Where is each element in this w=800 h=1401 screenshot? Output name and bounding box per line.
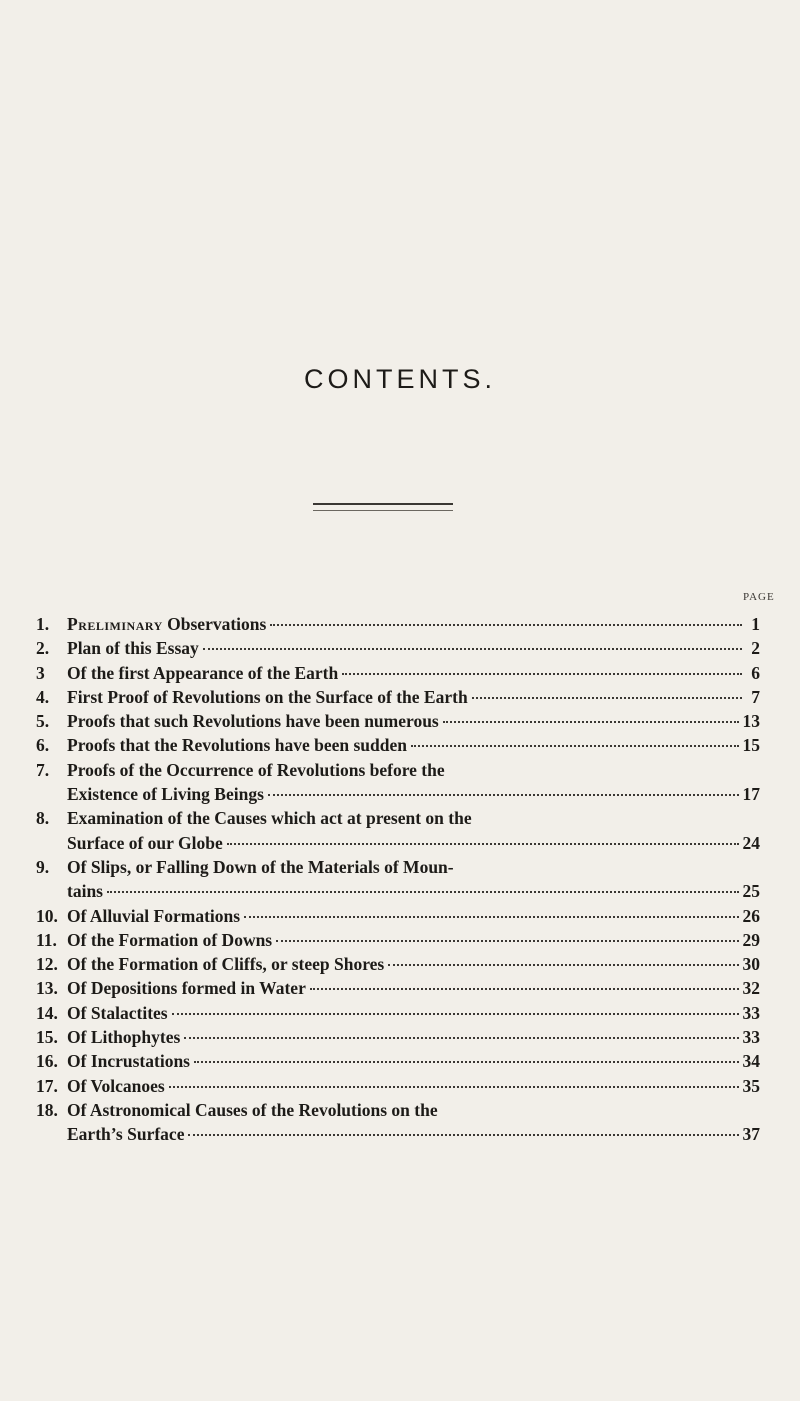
dot-leader (227, 843, 739, 845)
toc-entry-title (67, 612, 266, 636)
toc-entry-page: 29 (742, 929, 760, 950)
toc-entry-line (36, 636, 760, 660)
toc-entry-page: 2 (751, 638, 760, 659)
dot-leader (388, 964, 738, 966)
toc-entry-page: 25 (742, 881, 760, 902)
toc-entry-number: 13. (36, 978, 58, 999)
toc-entry-title: Earth’s Surface (67, 1124, 185, 1145)
toc-entry (36, 976, 760, 1000)
toc-entry-title-start: Examination of the Causes which act at present on the (67, 808, 472, 829)
toc-entry-title: First Proof of Revolutions on the Surface of the Earth (67, 686, 468, 707)
toc-entry (36, 928, 760, 952)
toc-entry-title: Of Incrustations (67, 1051, 190, 1072)
toc-entry (36, 1049, 760, 1073)
dot-leader (270, 624, 742, 626)
toc-entry (36, 661, 760, 685)
toc-entry-line (36, 709, 760, 733)
dot-leader (268, 794, 739, 796)
dot-leader (443, 721, 739, 723)
toc-entry (36, 709, 760, 733)
dot-leader (107, 891, 739, 893)
toc-entry-title: Proofs that the Revolutions have been sudden (67, 735, 407, 756)
toc-entry-line (36, 1025, 760, 1049)
toc-entry-number: 2. (36, 638, 50, 659)
toc-entry-page: 7 (751, 686, 760, 707)
toc-entry-page: 35 (742, 1075, 760, 1096)
toc-entry-number: 14. (36, 1002, 58, 1023)
toc-entry-continuation (36, 1122, 760, 1146)
toc-entry-number: 15. (36, 1027, 58, 1048)
toc-entry-line (36, 1074, 760, 1098)
toc-entry-number: 6. (36, 735, 50, 756)
toc-entry-page: 17 (742, 784, 760, 805)
toc-entry-title-prefix: Preliminary (67, 614, 163, 634)
toc-entry (36, 685, 760, 709)
toc-entry-title: Proofs that such Revolutions have been numerous (67, 711, 439, 732)
toc-entry-page: 32 (742, 978, 760, 999)
dot-leader (188, 1134, 738, 1136)
title-rule (313, 503, 453, 511)
toc-entry-first-line (36, 1098, 760, 1122)
dot-leader (184, 1037, 738, 1039)
toc-entry-title: Existence of Living Beings (67, 784, 264, 805)
toc-entry (36, 855, 760, 904)
toc-entry-page: 30 (742, 954, 760, 975)
dot-leader (244, 916, 738, 918)
dot-leader (194, 1061, 739, 1063)
toc-entry (36, 952, 760, 976)
toc-entry-title: Of the Formation of Downs (67, 929, 273, 950)
toc-entry-number: 7. (36, 759, 50, 780)
toc-entry-number: 18. (36, 1099, 58, 1120)
toc-entry-number: 10. (36, 905, 58, 926)
dot-leader (310, 988, 739, 990)
toc-entry-line (36, 1001, 760, 1025)
toc-entry-number: 11. (36, 929, 57, 950)
dot-leader (203, 648, 742, 650)
toc-entry-number: 9. (36, 856, 50, 877)
toc-entry-number: 1. (36, 614, 50, 634)
dot-leader (172, 1013, 739, 1015)
dot-leader (276, 940, 738, 942)
toc-entry-number: 12. (36, 954, 58, 975)
toc-entry-page: 24 (742, 832, 760, 853)
toc-entry-first-line (36, 758, 760, 782)
toc-entry-page: 34 (742, 1051, 760, 1072)
toc-entry-line (36, 1049, 760, 1073)
toc-entry (36, 904, 760, 928)
table-of-contents (36, 612, 760, 1147)
toc-entry-page: 26 (742, 905, 760, 926)
toc-entry-line (36, 612, 760, 636)
dot-leader (342, 673, 742, 675)
toc-entry-continuation (36, 879, 760, 903)
toc-entry-page: 1 (751, 614, 760, 634)
toc-entry (36, 806, 760, 855)
toc-entry-first-line (36, 855, 760, 879)
toc-entry-line (36, 733, 760, 757)
toc-entry (36, 733, 760, 757)
toc-entry-page: 6 (751, 662, 760, 683)
toc-entry-line (36, 685, 760, 709)
toc-entry-line (36, 661, 760, 685)
toc-entry (36, 1074, 760, 1098)
toc-entry-number: 16. (36, 1051, 58, 1072)
toc-entry-title: Of Stalactites (67, 1002, 168, 1023)
toc-entry-continuation (36, 831, 760, 855)
toc-entry-title-start: Of Slips, or Falling Down of the Materials of Moun- (67, 856, 454, 877)
toc-entry-title: Of Depositions formed in Water (67, 978, 306, 999)
toc-entry-line (36, 928, 760, 952)
toc-entry-title: Of the first Appearance of the Earth (67, 662, 339, 683)
toc-entry-line (36, 976, 760, 1000)
toc-entry-line (36, 952, 760, 976)
toc-entry-number: 5. (36, 711, 50, 732)
toc-entry (36, 1001, 760, 1025)
toc-entry-title: tains (67, 881, 103, 902)
dot-leader (411, 745, 739, 747)
toc-entry-number: 8. (36, 808, 50, 829)
toc-entry (36, 1098, 760, 1147)
toc-entry-continuation (36, 782, 760, 806)
page-column-heading: PAGE (743, 591, 775, 603)
toc-entry (36, 612, 760, 636)
page-title: CONTENTS. (303, 364, 496, 394)
toc-entry-title: Surface of our Globe (67, 832, 223, 853)
toc-entry-title-start: Proofs of the Occurrence of Revolutions before the (67, 759, 445, 780)
toc-entry-page: 33 (742, 1027, 760, 1048)
toc-entry-page: 15 (742, 735, 760, 756)
toc-entry-page: 13 (742, 711, 760, 732)
toc-entry-title: Of Lithophytes (67, 1027, 181, 1048)
dot-leader (472, 697, 742, 699)
toc-entry-first-line (36, 806, 760, 830)
toc-entry-number: 4. (36, 686, 50, 707)
toc-entry (36, 758, 760, 807)
toc-entry-line (36, 904, 760, 928)
toc-entry-title-rest: Observations (162, 614, 267, 634)
toc-entry-title-start: Of Astronomical Causes of the Revolutions on the (67, 1099, 438, 1120)
toc-entry-title: Of Volcanoes (67, 1075, 165, 1096)
toc-entry-number: 3 (36, 662, 45, 683)
toc-entry-number: 17. (36, 1075, 58, 1096)
toc-entry (36, 1025, 760, 1049)
toc-entry (36, 636, 760, 660)
toc-entry-title: Plan of this Essay (67, 638, 199, 659)
dot-leader (169, 1086, 739, 1088)
toc-entry-page: 33 (742, 1002, 760, 1023)
toc-entry-title: Of the Formation of Cliffs, or steep Shores (67, 954, 385, 975)
toc-entry-title: Of Alluvial Formations (67, 905, 241, 926)
toc-entry-page: 37 (742, 1124, 760, 1145)
